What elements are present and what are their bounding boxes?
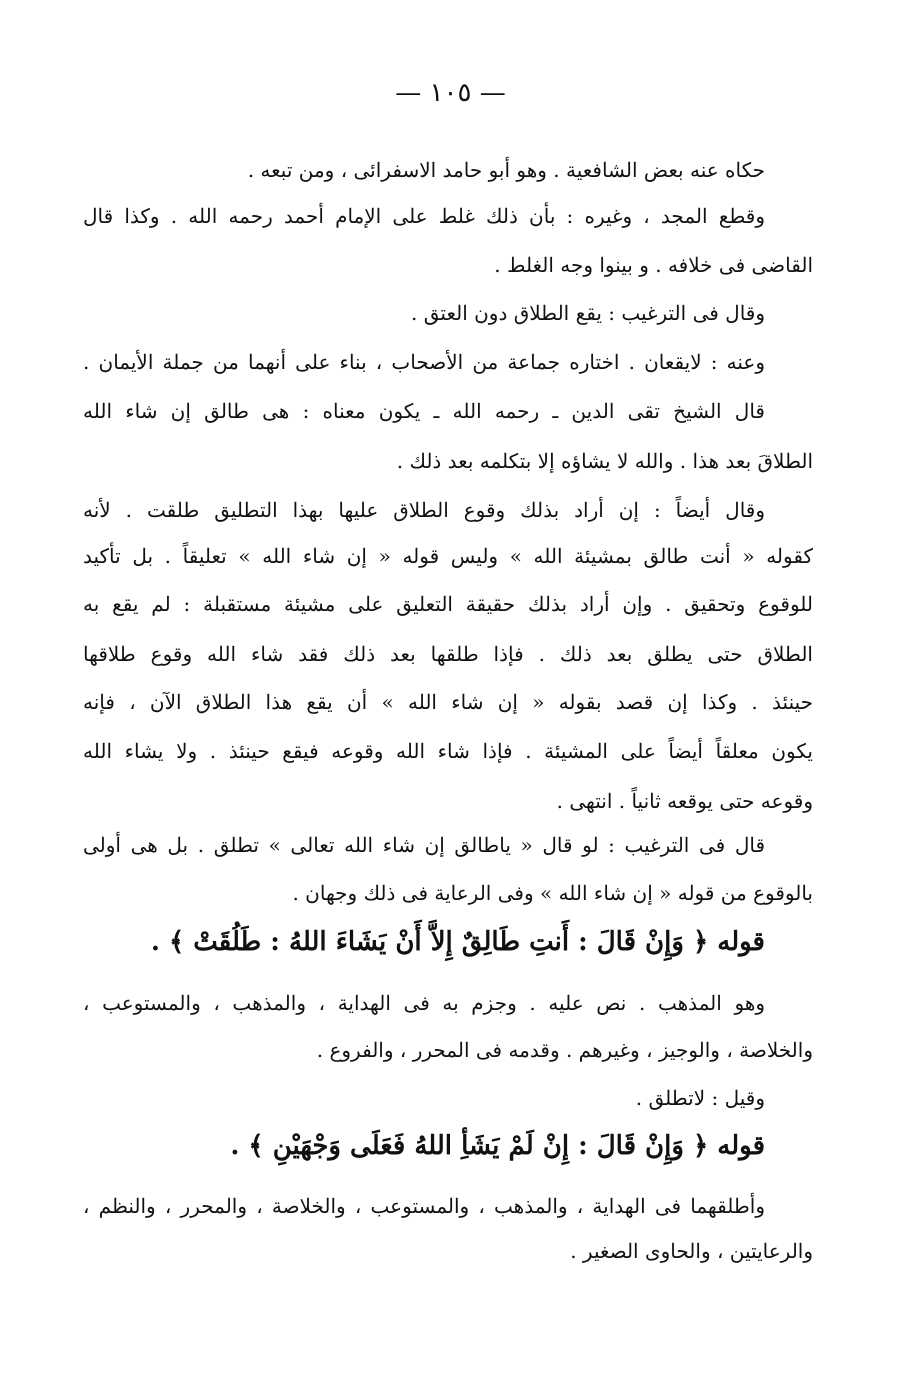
text-line: والخلاصة ، والوجيز ، وغيرهم . وقدمه فى المحرر ، والفروع . — [316, 1038, 813, 1062]
page-number: — ١٠٥ — — [395, 78, 506, 108]
text-line: بالوقوع من قوله « إن شاء الله » وفى الرعاية فى ذلك وجهان . — [292, 881, 813, 905]
text-line: القاضى فى خلافه . و بينوا وجه الغلط . — [494, 253, 813, 277]
text-line: الطلاق حتى يطلق بعد ذلك . فإذا طلقها بعد ذلك فقد شاء الله وقوع طلاقها — [83, 642, 813, 666]
text-line: حكاه عنه بعض الشافعية . وهو أبو حامد الاسفرائى ، ومن تبعه . — [247, 158, 765, 182]
text-line: حينئذ . وكذا إن قصد بقوله « إن شاء الله » أن يقع هذا الطلاق الآن ، فإنه — [83, 690, 813, 714]
text-line: وأطلقهما فى الهداية ، والمذهب ، والمستوعب ، والخلاصة ، والمحرر ، والنظم ، — [83, 1194, 765, 1218]
text-line: للوقوع وتحقيق . وإن أراد بذلك حقيقة التعليق على مشيئة مستقبلة : لم يقع به — [83, 592, 813, 616]
section-heading: قوله ﴿ وَإِنْ قَالَ : إِنْ لَمْ يَشَأِ اللهُ فَعَلَى وَجْهَيْنِ ﴾ . — [230, 1131, 765, 1161]
text-line: وعنه : لايقعان . اختاره جماعة من الأصحاب ، بناء على أنهما من جملة الأيمان . — [83, 350, 765, 374]
text-line: قال الشيخ تقى الدين ـ رحمه الله ـ يكون معناه : هى طالق إن شاء الله — [83, 399, 765, 423]
text-line: كقوله « أنت طالق بمشيئة الله » وليس قوله « إن شاء الله » تعليقاً . بل تأكيد — [83, 544, 813, 568]
text-line: يكون معلقاً أيضاً على المشيئة . فإذا شاء الله وقوعه فيقع حينئذ . ولا يشاء الله — [83, 739, 813, 763]
text-line: وهو المذهب . نص عليه . وجزم به فى الهداية ، والمذهب ، والمستوعب ، — [83, 991, 765, 1015]
text-line: وقطع المجد ، وغيره : بأن ذلك غلط على الإمام أحمد رحمه الله . وكذا قال — [83, 204, 765, 228]
text-line: والرعايتين ، والحاوى الصغير . — [570, 1239, 813, 1263]
text-line: وقال فى الترغيب : يقع الطلاق دون العتق . — [411, 301, 765, 325]
section-heading: قوله ﴿ وَإِنْ قَالَ : أَنتِ طَالِقٌ إِلاَّ أَنْ يَشَاءَ اللهُ : طَلُقَتْ ﴾ . — [150, 927, 765, 957]
text-line: الطلاقَ بعد هذا . والله لا يشاؤه إلا بتكلمه بعد ذلك . — [396, 449, 813, 473]
text-line: وقيل : لاتطلق . — [635, 1086, 765, 1110]
text-line: وقوعه حتى يوقعه ثانياً . انتهى . — [556, 789, 813, 813]
text-line: وقال أيضاً : إن أراد بذلك وقوع الطلاق عليها بهذا التطليق طلقت . لأنه — [83, 498, 765, 522]
text-line: قال فى الترغيب : لو قال « ياطالق إن شاء الله تعالى » تطلق . بل هى أولى — [83, 833, 765, 857]
